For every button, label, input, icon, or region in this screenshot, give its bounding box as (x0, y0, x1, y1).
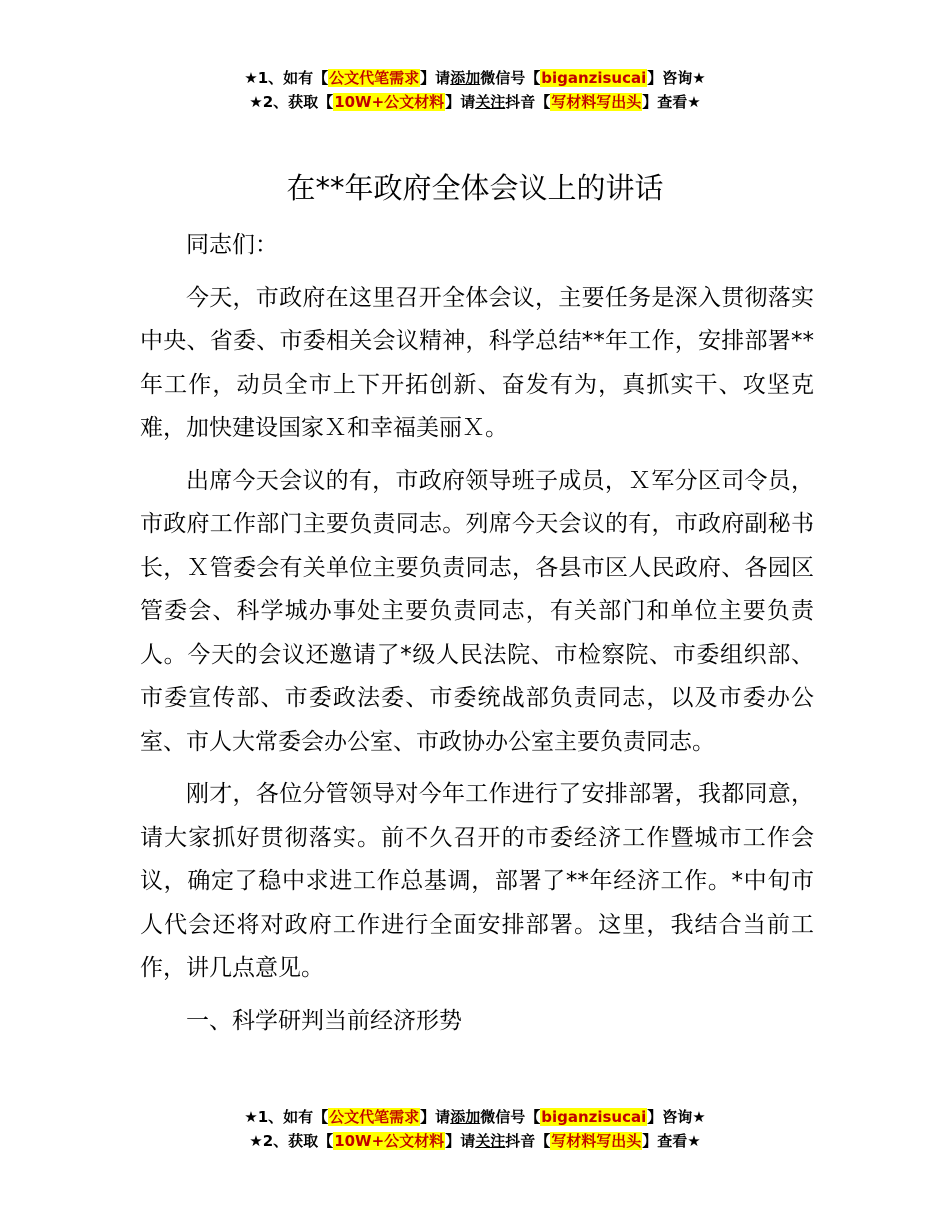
banner-text: 】查看★ (642, 93, 701, 111)
banner-text: ★2、获取【 (249, 1132, 334, 1150)
document-title: 在**年政府全体会议上的讲话 (286, 171, 664, 205)
banner-highlight: 写材料写出头 (551, 93, 642, 111)
salutation: 同志们： (186, 232, 278, 258)
banner-highlight: 10W+公文材料 (334, 93, 445, 111)
banner-text: 】咨询★ (647, 1108, 706, 1126)
banner-highlight: 写材料写出头 (551, 1132, 642, 1150)
banner-text: ★2、获取【 (249, 93, 334, 111)
banner-underline: 关注 (475, 93, 506, 111)
banner-text: 抖音【 (505, 1132, 551, 1150)
banner-highlight: biganzisucai (541, 69, 647, 87)
header-banner (0, 66, 950, 114)
banner-text: 】请 (420, 69, 451, 87)
banner-text: ★1、如有【 (244, 1108, 329, 1126)
banner-underline: 添加 (450, 69, 481, 87)
banner-text: 抖音【 (505, 93, 551, 111)
banner-line-1 (0, 66, 950, 90)
section-heading-1: 一、科学研判当前经济形势 (186, 1007, 462, 1034)
banner-text: 】请 (445, 1132, 476, 1150)
banner-text: 微信号【 (480, 69, 541, 87)
body-paragraph-1: 今天，市政府在这里召开全体会议，主要任务是深入贯彻落实中央、省委、市委相关会议精神，科学总结**年工作，安排部署**年工作，动员全市上下开拓创新、奋发有为，真抓实干、攻坚克难，加快建设国家Ｘ和幸福美丽Ｘ。 (140, 284, 814, 441)
banner-highlight: biganzisucai (541, 1108, 647, 1126)
banner-underline: 关注 (475, 1132, 506, 1150)
banner-line-2 (0, 90, 950, 114)
banner-text: 】咨询★ (647, 69, 706, 87)
footer-banner (0, 1105, 950, 1153)
banner-underline: 添加 (450, 1108, 481, 1126)
banner-text: 】请 (420, 1108, 451, 1126)
banner-highlight: 10W+公文材料 (334, 1132, 445, 1150)
banner-text: 】请 (445, 93, 476, 111)
banner-highlight: 公文代笔需求 (329, 1108, 420, 1126)
banner-line-1 (0, 1105, 950, 1129)
banner-text: ★1、如有【 (244, 69, 329, 87)
body-paragraph-2: 出席今天会议的有，市政府领导班子成员，Ｘ军分区司令员，市政府工作部门主要负责同志。列席今天会议的有，市政府副秘书长，Ｘ管委会有关单位主要负责同志，各县市区人民政府、各园区管委会、科学城办事处主要负责同志，有关部门和单位主要负责人。今天的会议还邀请了*级人民法院、市检察院、市委组织部、市委宣传部、市委政法委、市委统战部负责同志，以及市委办公室、市人大常委会办公室、市政协办公室主要负责同志。 (140, 467, 814, 755)
banner-highlight: 公文代笔需求 (329, 69, 420, 87)
banner-text: 微信号【 (480, 1108, 541, 1126)
banner-text: 】查看★ (642, 1132, 701, 1150)
body-paragraph-3: 刚才，各位分管领导对今年工作进行了安排部署，我都同意，请大家抓好贯彻落实。前不久召开的市委经济工作暨城市工作会议，确定了稳中求进工作总基调，部署了**年经济工作。*中旬市人代会还将对政府工作进行全面安排部署。这里，我结合当前工作，讲几点意见。 (140, 781, 814, 981)
document-body (140, 224, 814, 1052)
banner-line-2 (0, 1129, 950, 1153)
